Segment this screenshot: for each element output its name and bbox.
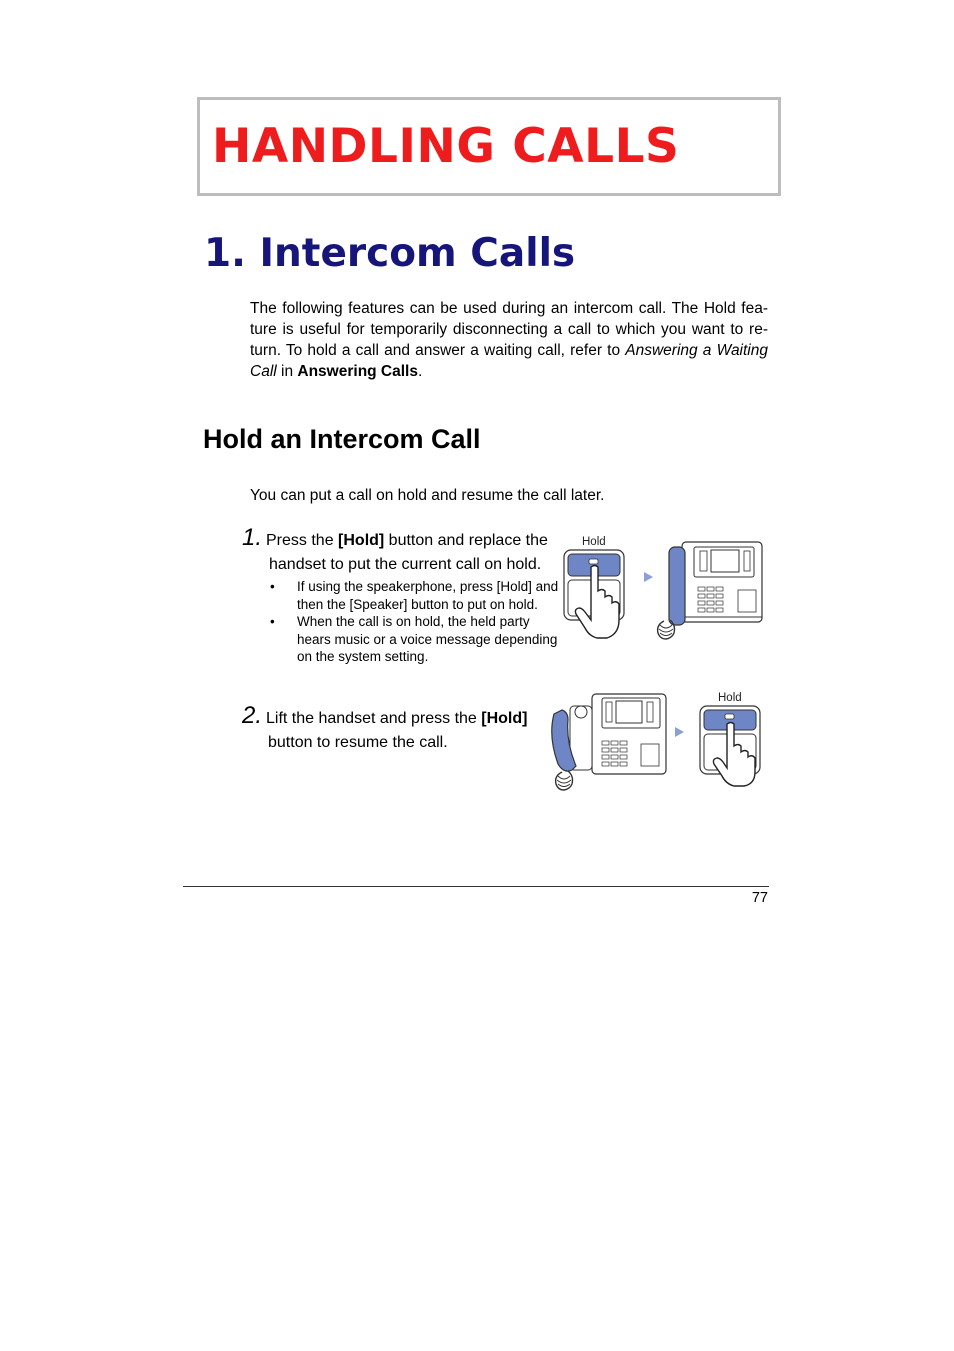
next-arrow-icon [644, 572, 653, 582]
section-title: 1. Intercom Calls [204, 231, 576, 276]
subsection-title: Hold an Intercom Call [203, 424, 481, 454]
step-2-line-2: button to resume the call. [268, 734, 448, 751]
step-1-note-2 [270, 613, 560, 666]
chapter-title: HANDLING CALLS [212, 119, 680, 174]
intro-paragraph [250, 298, 768, 382]
intro-mid: in [276, 363, 298, 380]
step-2-hold-key: [Hold] [481, 710, 528, 727]
step-1-line-2: handset to put the current call on hold. [269, 556, 542, 573]
intro-bold-ref: Answering Calls [297, 363, 418, 380]
bullet-dot: • [270, 614, 275, 629]
step-1-post: button and replace the [384, 532, 548, 549]
intro-italic-ref: Answering a Waiting Call [250, 342, 768, 380]
hold-button-label: Hold [582, 536, 606, 548]
intro-text: The following features can be used during an intercom call. The Hold fea-ture is useful for temporarily disconnecting a call to which you want to re-turn. To hold a call and answer a waiting call, refer to [250, 300, 768, 359]
step-1-pre: Press the [266, 532, 339, 549]
step-1-line-1 [266, 532, 548, 550]
handset-icon [658, 547, 685, 639]
step-1-number: 1. [242, 524, 263, 551]
bullet-dot: • [270, 579, 275, 594]
step-1-notes [270, 578, 560, 666]
step-1-note-1 [270, 578, 560, 613]
step-1-illustration [546, 517, 766, 645]
desk-phone-icon [682, 542, 762, 622]
desk-phone-icon [570, 694, 666, 774]
step-2-pre: Lift the handset and press the [266, 710, 482, 727]
step-1-hold-key: [Hold] [338, 532, 385, 549]
step-2-number: 2. [242, 702, 263, 729]
step-2-illustration [546, 686, 766, 804]
step-2-line-1 [266, 710, 527, 728]
note-text: When the call is on hold, the held party hears music or a voice message depending on the system setting. [297, 614, 558, 664]
hold-button-label: Hold [718, 692, 742, 704]
footer-rule [183, 886, 769, 887]
intro-end: . [417, 363, 423, 380]
note-text: If using the speakerphone, press [Hold] and then the [Speaker] button to put on hold. [297, 579, 559, 612]
next-arrow-icon [675, 727, 684, 737]
page-number: 77 [751, 890, 768, 906]
subsection-intro: You can put a call on hold and resume the call later. [250, 487, 605, 504]
